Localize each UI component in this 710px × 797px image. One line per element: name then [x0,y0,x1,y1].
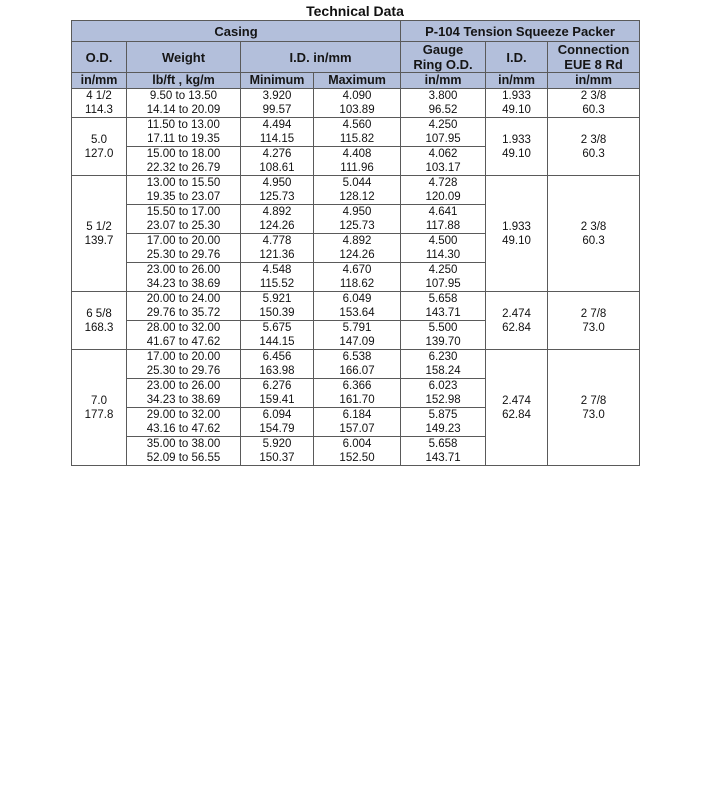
id-maximum-cell-line2: 166.07 [339,365,375,377]
id-minimum-cell-line1: 5.675 [262,322,292,334]
id-minimum-cell-line2: 121.36 [259,249,295,261]
casing-od-cell-line1: 7.0 [91,394,107,407]
id-maximum-cell [314,350,401,379]
casing-od-cell [72,350,127,466]
id-maximum-cell-line1: 4.090 [342,90,372,102]
id-maximum-cell-line1: 5.791 [342,322,372,334]
id-minimum-cell [241,379,314,408]
packer-id-cell-line1: 1.933 [502,220,531,233]
weight-cell-line2: 29.76 to 35.72 [146,307,221,319]
id-minimum-cell [241,234,314,263]
casing-od-cell [72,292,127,350]
connection-cell [548,350,640,466]
weight-cell-line1: 29.00 to 32.00 [146,409,221,421]
id-maximum-cell [314,379,401,408]
connection-cell [548,176,640,292]
connection-cell-line2: 73.0 [582,321,605,334]
weight-cell-line2: 34.23 to 38.69 [146,278,221,290]
gauge-ring-od-cell-line2: 143.71 [425,307,461,319]
id-minimum-cell-line2: 108.61 [259,162,295,174]
id-minimum-cell-line2: 150.39 [259,307,295,319]
weight-cell [127,263,241,292]
gauge-ring-od-cell-line1: 5.658 [428,438,458,450]
weight-cell-line1: 23.00 to 26.00 [146,380,221,392]
gauge-ring-od-cell [401,379,486,408]
connection-cell [548,118,640,176]
packer-id-cell-line2: 49.10 [502,147,531,160]
id-minimum-cell-line1: 4.276 [262,148,292,160]
casing-od-cell-line1: 6 5/8 [86,307,112,320]
id-maximum-cell-line1: 6.004 [342,438,372,450]
gauge-ring-header-line1: Gauge [422,42,464,57]
id-minimum-cell-line1: 5.921 [262,293,292,305]
casing-od-cell [72,89,127,118]
connection-cell-line1: 2 7/8 [580,307,607,320]
id-maximum-cell-line2: 111.96 [340,162,374,174]
weight-cell-line2: 14.14 to 20.09 [146,104,221,116]
connection-header [548,42,640,73]
casing-od-cell-line1: 5.0 [91,133,107,146]
gauge-ring-od-cell [401,437,486,466]
casing-od-cell-line2: 139.7 [84,234,114,247]
id-minimum-cell-line1: 4.950 [262,177,292,189]
casing-od-cell-line1: 4 1/2 [86,90,112,102]
id-minimum-cell [241,408,314,437]
packer-id-cell-line2: 62.84 [502,408,531,421]
id-maximum-cell-line2: 128.12 [339,191,375,203]
connection-cell-line2: 60.3 [582,147,605,160]
packer-id-cell [486,292,548,350]
id-minimum-cell [241,205,314,234]
id-maximum-cell-line2: 157.07 [339,423,375,435]
packer-id-cell [486,350,548,466]
weight-cell-line2: 22.32 to 26.79 [146,162,221,174]
gauge-ring-od-cell [401,234,486,263]
weight-cell-line1: 23.00 to 26.00 [146,264,221,276]
gauge-ring-od-cell-line2: 107.95 [425,278,461,290]
weight-cell-line2: 25.30 to 29.76 [146,365,221,377]
id-maximum-cell-line1: 6.366 [342,380,372,392]
packer-id-cell-line1: 1.933 [502,133,531,146]
casing-od-cell [72,176,127,292]
id-maximum-cell-line2: 152.50 [339,452,375,464]
connection-cell [548,89,640,118]
casing-header: Casing [72,21,401,42]
casing-od-cell [72,118,127,176]
casing-od-cell-line2: 114.3 [85,104,113,116]
weight-cell [127,350,241,379]
id-maximum-cell-line1: 6.049 [342,293,372,305]
id-minimum-cell-line1: 3.920 [262,90,292,102]
id-minimum-cell-line2: 125.73 [259,191,295,203]
connection-cell-line1: 2 3/8 [580,133,607,146]
id-maximum-cell-line1: 6.184 [342,409,372,421]
gauge-ring-header [401,42,486,73]
id-minimum-cell-line1: 4.778 [262,235,292,247]
gauge-ring-od-cell-line2: 152.98 [425,394,461,406]
gauge-ring-od-cell [401,118,486,147]
weight-cell-line2: 19.35 to 23.07 [146,191,221,203]
id-maximum-cell [314,205,401,234]
gauge-ring-header-line2: Ring O.D. [413,57,473,72]
id-minimum-cell-line1: 6.094 [262,409,292,421]
id-maximum-cell-line1: 6.538 [342,351,372,363]
id-minimum-cell [241,118,314,147]
weight-cell [127,321,241,350]
od-unit-header: in/mm [72,73,127,89]
id-maximum-cell [314,408,401,437]
id-minimum-cell-line2: 114.15 [259,133,295,145]
id-minimum-cell [241,292,314,321]
weight-cell-line1: 15.50 to 17.00 [146,206,221,218]
maximum-header: Maximum [314,73,401,89]
id-inmm-header: I.D. in/mm [241,42,401,73]
gauge-ring-od-cell-line1: 4.250 [428,264,458,276]
weight-cell-line1: 11.50 to 13.00 [147,119,220,131]
table-row [72,176,640,205]
gauge-ring-od-cell-line2: 103.17 [425,162,461,174]
weight-cell [127,89,241,118]
weight-cell-line1: 35.00 to 38.00 [146,438,221,450]
weight-cell-line1: 13.00 to 15.50 [146,177,221,189]
id-minimum-cell [241,147,314,176]
id-maximum-cell [314,147,401,176]
weight-unit-header: lb/ft , kg/m [127,73,241,89]
gauge-ring-od-cell-line1: 5.500 [428,322,458,334]
id-maximum-cell-line2: 125.73 [339,220,375,232]
gauge-ring-od-cell-line2: 96.52 [428,104,458,116]
gauge-ring-od-cell [401,147,486,176]
connection-header-line2: EUE 8 Rd [564,57,623,72]
table-row [72,89,640,118]
packer-header: P-104 Tension Squeeze Packer [401,21,640,42]
gauge-ring-od-cell [401,89,486,118]
gauge-ring-od-cell-line1: 6.023 [428,380,458,392]
packer-id-cell-line1: 1.933 [502,90,531,102]
gauge-ring-od-cell [401,350,486,379]
weight-cell [127,408,241,437]
id-maximum-cell-line1: 4.408 [342,148,372,160]
weight-cell [127,176,241,205]
id-minimum-cell-line2: 154.79 [259,423,295,435]
id-maximum-cell [314,292,401,321]
id-minimum-cell [241,89,314,118]
gauge-ring-od-cell-line2: 149.23 [425,423,461,435]
id-maximum-cell [314,321,401,350]
id-maximum-cell-line1: 4.892 [342,235,372,247]
connection-cell-line2: 60.3 [582,234,605,247]
gauge-ring-od-cell-line2: 158.24 [425,365,461,377]
gauge-ring-od-cell-line1: 4.500 [428,235,458,247]
connection-unit-header: in/mm [548,73,640,89]
packer-id-header: I.D. [486,42,548,73]
page-title: Technical Data [306,3,404,19]
packer-id-cell-line2: 49.10 [502,234,531,247]
gauge-ring-od-cell [401,263,486,292]
weight-cell [127,437,241,466]
id-minimum-cell-line2: 124.26 [259,220,295,232]
connection-cell-line1: 2 3/8 [580,90,607,102]
gauge-ring-od-cell [401,408,486,437]
connection-cell-line2: 60.3 [582,104,605,116]
id-minimum-cell-line1: 4.892 [262,206,292,218]
weight-cell-line1: 9.50 to 13.50 [149,90,218,102]
gauge-ring-od-cell-line1: 5.658 [428,293,458,305]
id-minimum-cell-line2: 144.15 [259,336,295,348]
weight-cell [127,205,241,234]
technical-data-table [71,20,640,466]
packer-id-cell [486,176,548,292]
weight-cell-line1: 28.00 to 32.00 [146,322,221,334]
id-maximum-cell-line1: 4.560 [342,119,372,131]
packer-id-cell [486,118,548,176]
packer-id-cell-line2: 62.84 [502,321,531,334]
id-maximum-cell-line2: 103.89 [339,104,375,116]
id-maximum-cell-line2: 153.64 [339,307,375,319]
gauge-ring-od-cell-line1: 4.062 [428,148,458,160]
id-maximum-cell-line2: 147.09 [339,336,375,348]
id-maximum-cell [314,176,401,205]
id-maximum-cell [314,234,401,263]
gauge-ring-od-cell [401,205,486,234]
od-header: O.D. [72,42,127,73]
id-maximum-cell [314,437,401,466]
gauge-ring-od-cell-line1: 4.250 [428,119,458,131]
id-maximum-cell-line1: 5.044 [342,177,372,189]
weight-cell-line2: 41.67 to 47.62 [146,336,221,348]
id-maximum-cell-line1: 4.670 [342,264,372,276]
id-unit-header: in/mm [486,73,548,89]
gauge-ring-od-cell-line2: 143.71 [425,452,461,464]
gauge-ring-od-cell-line2: 139.70 [425,336,461,348]
id-minimum-cell-line1: 4.494 [262,119,292,131]
weight-cell-line1: 20.00 to 24.00 [146,293,221,305]
gauge-ring-od-cell-line2: 114.30 [425,249,461,261]
id-maximum-cell-line2: 161.70 [339,394,375,406]
gauge-ring-od-cell-line1: 3.800 [428,90,458,102]
id-minimum-cell-line2: 163.98 [259,365,295,377]
id-maximum-cell [314,89,401,118]
id-minimum-cell-line2: 99.57 [262,104,292,116]
packer-id-cell-line2: 49.10 [502,104,531,116]
table-body [72,89,640,466]
id-minimum-cell [241,321,314,350]
id-maximum-cell-line2: 124.26 [339,249,375,261]
gauge-ring-od-cell-line1: 6.230 [428,351,458,363]
connection-cell-line2: 73.0 [582,408,605,421]
weight-cell-line2: 52.09 to 56.55 [146,452,221,464]
id-maximum-cell-line2: 118.62 [339,278,375,290]
weight-cell-line2: 43.16 to 47.62 [146,423,221,435]
weight-cell-line2: 34.23 to 38.69 [146,394,221,406]
casing-od-cell-line1: 5 1/2 [86,220,112,233]
table-row [72,118,640,147]
weight-cell-line2: 23.07 to 25.30 [146,220,221,232]
packer-id-cell-line1: 2.474 [502,307,531,320]
gauge-ring-od-cell-line2: 117.88 [425,220,461,232]
weight-cell [127,234,241,263]
id-minimum-cell-line1: 4.548 [262,264,292,276]
id-maximum-cell [314,263,401,292]
connection-cell-line1: 2 3/8 [580,220,607,233]
weight-cell-line2: 25.30 to 29.76 [146,249,221,261]
id-maximum-cell-line1: 4.950 [342,206,372,218]
id-minimum-cell [241,437,314,466]
packer-id-cell-line1: 2.474 [502,394,531,407]
weight-cell [127,147,241,176]
id-minimum-cell-line2: 150.37 [259,452,295,464]
minimum-header: Minimum [241,73,314,89]
id-maximum-cell-line2: 115.82 [339,133,375,145]
gauge-ring-od-cell [401,321,486,350]
table-row [72,350,640,379]
weight-header: Weight [127,42,241,73]
id-minimum-cell [241,263,314,292]
casing-od-cell-line2: 168.3 [84,321,114,334]
id-minimum-cell-line1: 6.456 [262,351,292,363]
gauge-ring-od-cell-line1: 4.728 [428,177,458,189]
casing-od-cell-line2: 177.8 [84,408,114,421]
id-minimum-cell-line1: 5.920 [262,438,292,450]
casing-od-cell-line2: 127.0 [84,147,114,160]
gauge-ring-od-cell [401,292,486,321]
table-row [72,292,640,321]
id-minimum-cell-line2: 159.41 [259,394,295,406]
weight-cell-line1: 17.00 to 20.00 [146,351,221,363]
weight-cell-line1: 15.00 to 18.00 [146,148,221,160]
weight-cell [127,292,241,321]
gauge-ring-od-cell-line1: 4.641 [428,206,458,218]
weight-cell [127,379,241,408]
weight-cell [127,118,241,147]
weight-cell-line1: 17.00 to 20.00 [146,235,221,247]
connection-header-line1: Connection [557,42,630,57]
id-minimum-cell [241,176,314,205]
id-minimum-cell-line2: 115.52 [259,278,295,290]
gauge-ring-od-cell-line1: 5.875 [428,409,458,421]
gauge-unit-header: in/mm [401,73,486,89]
id-minimum-cell-line1: 6.276 [262,380,292,392]
gauge-ring-od-cell-line2: 120.09 [425,191,461,203]
packer-id-cell [486,89,548,118]
connection-cell [548,292,640,350]
gauge-ring-od-cell-line2: 107.95 [425,133,461,145]
connection-cell-line1: 2 7/8 [580,394,607,407]
id-maximum-cell [314,118,401,147]
gauge-ring-od-cell [401,176,486,205]
weight-cell-line2: 17.11 to 19.35 [147,133,220,145]
id-minimum-cell [241,350,314,379]
